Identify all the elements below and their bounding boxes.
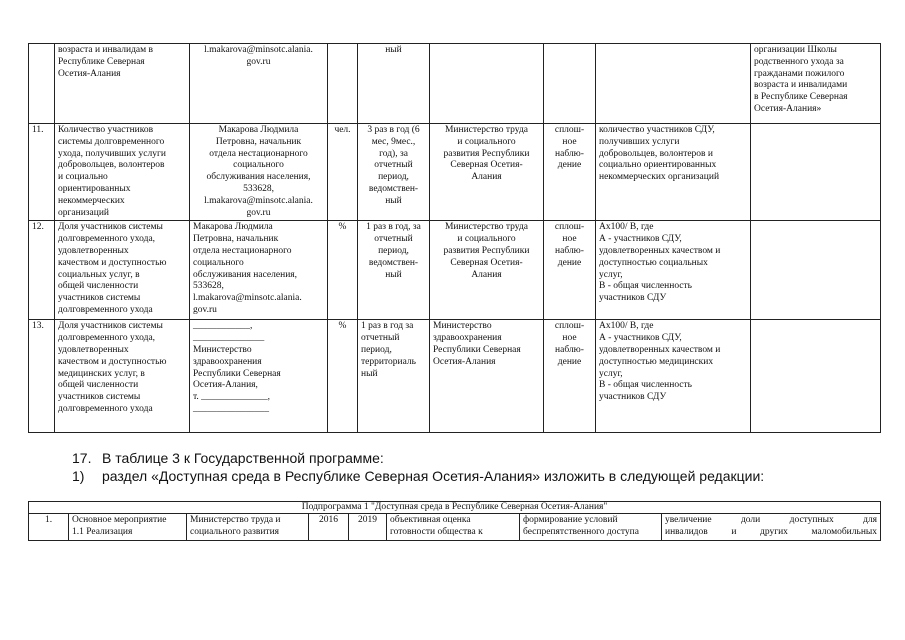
accessible-environment-table <box>28 501 881 541</box>
indicator-name: Доля участников системы долговременного ухода, удовлетворенных качеством и доступностью медицинских услуг, в общей численности участников системы долговременного ухода <box>55 320 190 433</box>
periodicity: 1 раз в год за отчетный период, территориаль ный <box>358 320 430 433</box>
paragraph-number: 1) <box>72 468 85 484</box>
responsible-person: l.makarova@minsotc.alania. gov.ru <box>190 44 328 124</box>
unit-of-measure <box>328 44 358 124</box>
paragraph-number: 17. <box>72 450 92 466</box>
indicator-link <box>662 514 881 541</box>
data-source: Министерство здравоохранения Республики Северная Осетия-Алания <box>430 320 544 433</box>
collection-method <box>544 44 596 124</box>
table-row <box>29 124 881 221</box>
paragraph-text: В таблице 3 к Государственной программе: <box>102 450 384 466</box>
end-year: 2019 <box>349 514 387 541</box>
unit-of-measure: чел. <box>328 124 358 221</box>
collection-method: сплош- ное наблю- дение <box>544 124 596 221</box>
calculation-method: Ах100/ В, где А - участников СДУ, удовлетворенных качеством и доступностью медицинских услуг, В - общая численность участников СДУ <box>596 320 751 433</box>
subprogram-title: Подпрограмма 1 "Доступная среда в Республике Северная Осетия-Алания" <box>29 502 881 514</box>
unit-of-measure: % <box>328 320 358 433</box>
paragraph-text: раздел «Доступная среда в Республике Северная Осетия-Алания» изложить в следующей редакции: <box>102 468 765 484</box>
indicator-name: Количество участников системы долговременного ухода, получивших услуги добровольцев, волонтеров и социально ориентированных некоммерческих организаций <box>55 124 190 221</box>
calculation-method <box>596 44 751 124</box>
executor: Министерство труда и социального развития <box>187 514 309 541</box>
indicator-line: инвалидов и других маломобильных <box>665 526 878 537</box>
note-cell: организации Школы родственного ухода за гражданами пожилого возраста и инвалидами в Республике Северная Осетия-Алания» <box>751 44 881 124</box>
row-number: 12. <box>29 221 55 320</box>
note-cell <box>751 124 881 221</box>
unit-of-measure: % <box>328 221 358 320</box>
periodicity: 3 раз в год (6 мес, 9мес., год), за отчетный период, ведомствен- ный <box>358 124 430 221</box>
periodicity: ный <box>358 44 430 124</box>
indicator-name: Доля участников системы долговременного ухода, удовлетворенных качеством и доступностью социальных услуг, в общей численности участников системы долговременного ухода <box>55 221 190 320</box>
calculation-method: Ах100/ В, где А - участников СДУ, удовлетворенных качеством и доступностью социальных услуг, В - общая численность участников СДУ <box>596 221 751 320</box>
row-number: 11. <box>29 124 55 221</box>
data-source: Министерство труда и социального развития Республики Северная Осетия- Алания <box>430 221 544 320</box>
table-row <box>29 44 881 124</box>
table-row <box>29 514 881 541</box>
row-number: 13. <box>29 320 55 433</box>
event-name: Основное мероприятие 1.1 Реализация <box>69 514 187 541</box>
note-cell <box>751 221 881 320</box>
indicator-name: возраста и инвалидам в Республике Северная Осетия-Алания <box>55 44 190 124</box>
row-number: 1. <box>29 514 69 541</box>
subprogram-header-row <box>29 502 881 514</box>
responsible-person: Макарова Людмила Петровна, начальник отдела нестационарного социального обслуживания населения, 533628, l.makarova@minsotc.alania. gov.ru <box>190 124 328 221</box>
collection-method: сплош- ное наблю- дение <box>544 221 596 320</box>
table-row <box>29 320 881 433</box>
calculation-method: количество участников СДУ, получивших услуги добровольцев, волонтеров и социально ориентированных некоммерческих организаций <box>596 124 751 221</box>
data-source: Министерство труда и социального развития Республики Северная Осетия- Алания <box>430 124 544 221</box>
row-number <box>29 44 55 124</box>
responsible-person: ____________, _______________ Министерство здравоохранения Республики Северная Осетия-Алания, т. ______________, ________________ <box>190 320 328 433</box>
collection-method: сплош- ное наблю- дение <box>544 320 596 433</box>
periodicity: 1 раз в год, за отчетный период, ведомствен- ный <box>358 221 430 320</box>
indicators-table <box>28 43 881 433</box>
responsible-person: Макарова Людмила Петровна, начальник отдела нестационарного социального обслуживания населения, 533628, l.makarova@minsotc.alania. gov.ru <box>190 221 328 320</box>
expected-result: объективная оценка готовности общества к <box>387 514 520 541</box>
note-cell <box>751 320 881 433</box>
table-row <box>29 221 881 320</box>
start-year: 2016 <box>309 514 349 541</box>
data-source <box>430 44 544 124</box>
indicator-line: увеличение доли доступных для <box>665 515 878 526</box>
main-directions: формирование условий беспрепятственного доступа <box>520 514 662 541</box>
paragraph-17 <box>72 450 384 466</box>
paragraph-1 <box>72 468 764 484</box>
